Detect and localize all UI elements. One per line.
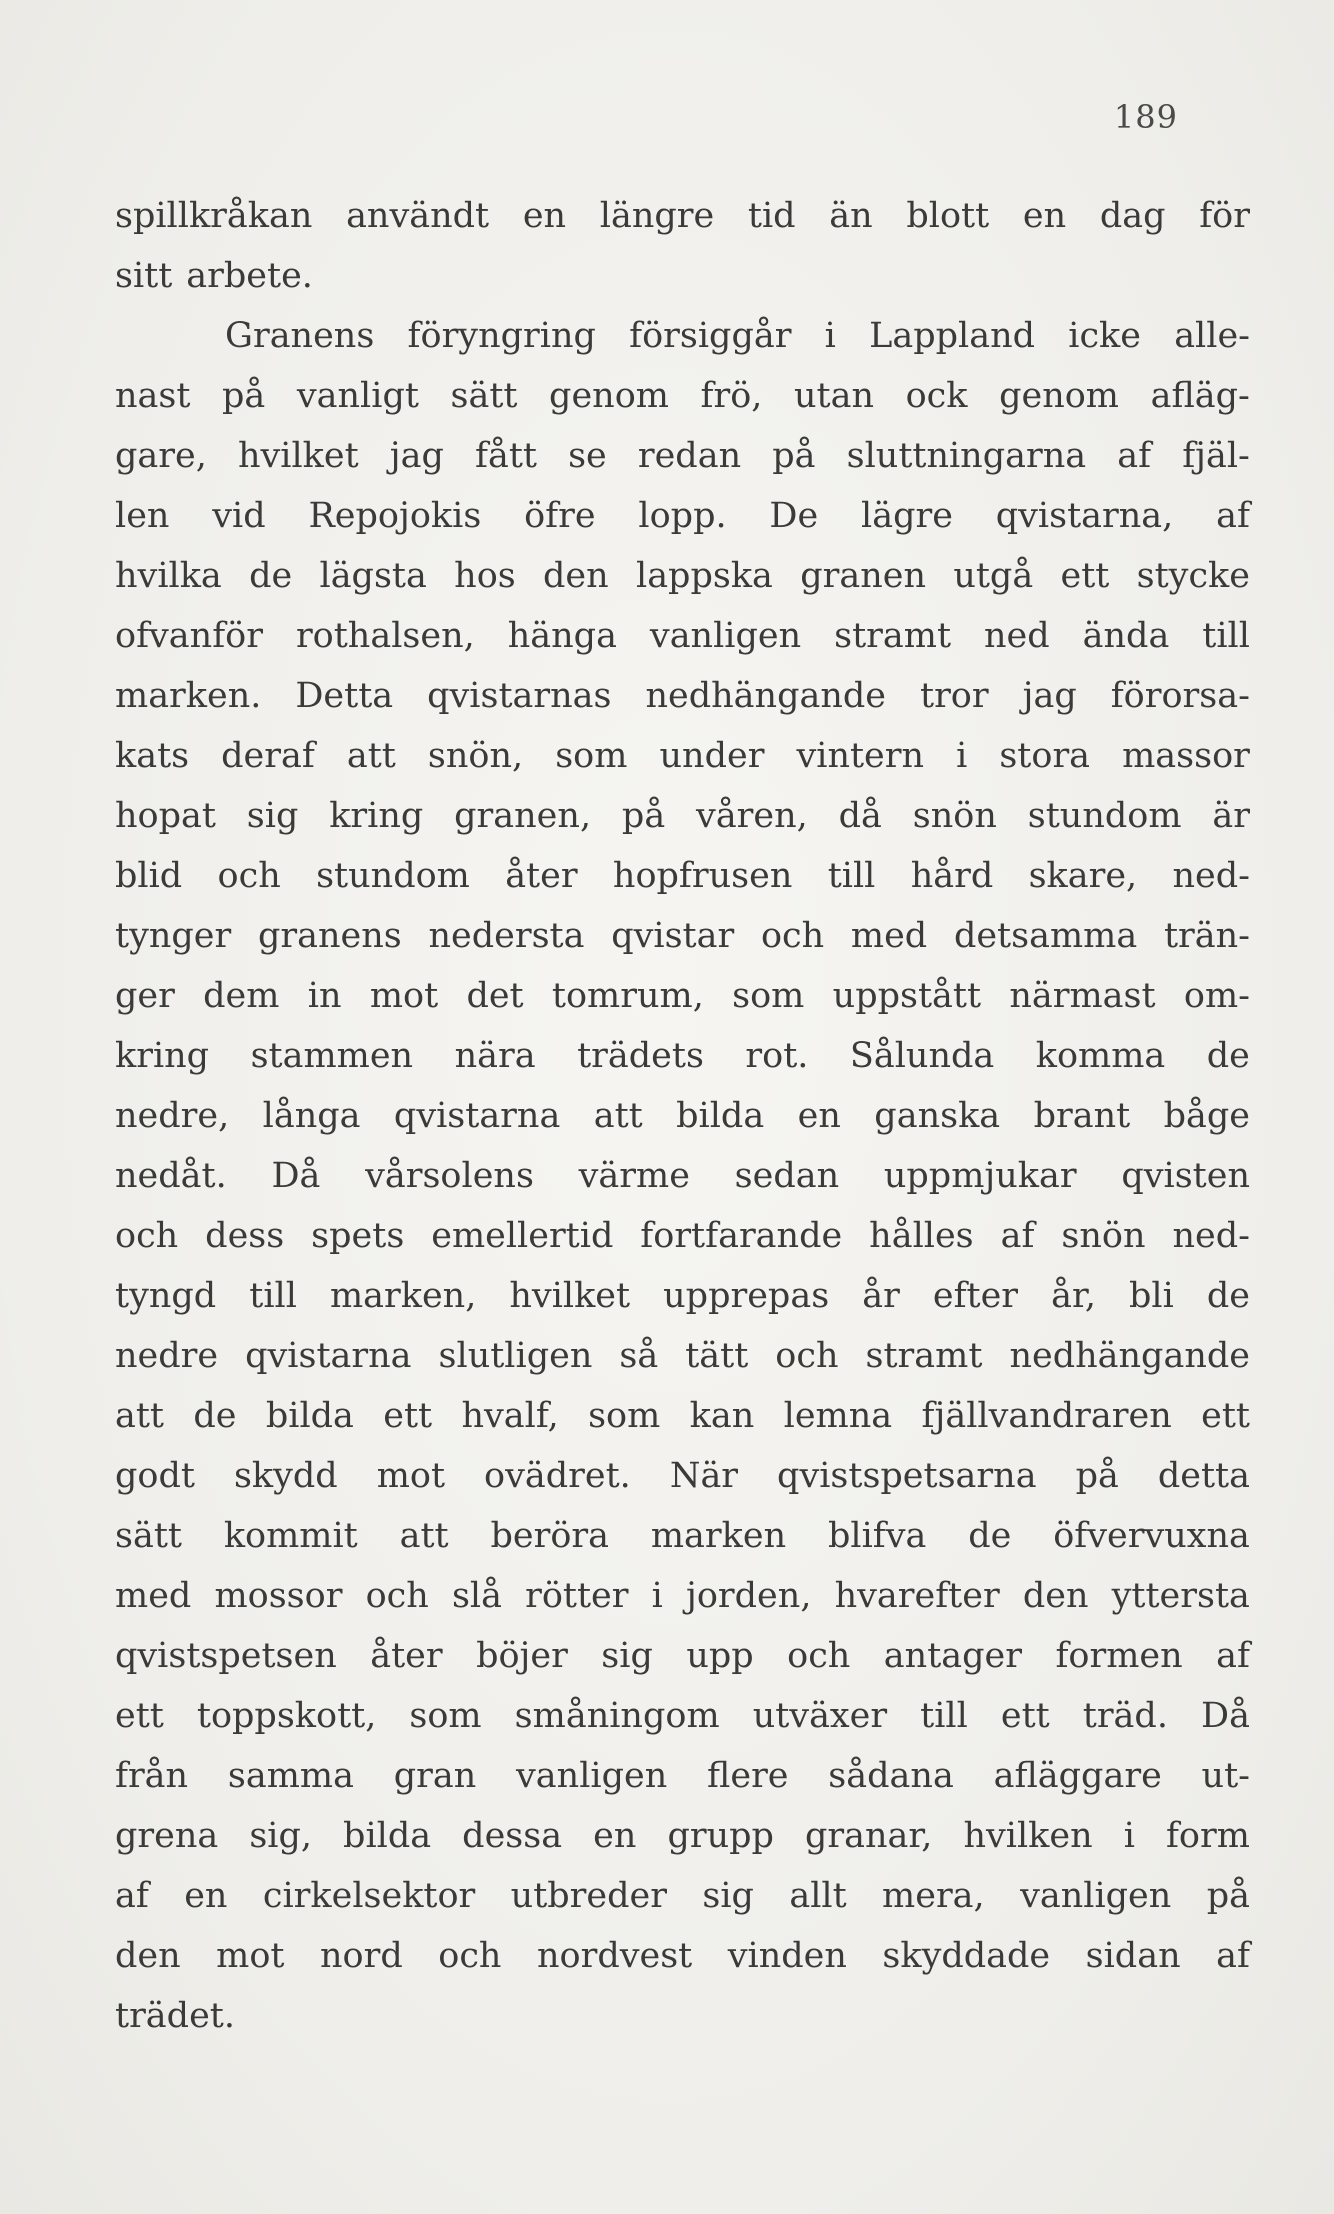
text-line: spillkråkan användt en längre tid än blott en dag för	[115, 196, 1250, 236]
text-line: nedåt. Då vårsolens värme sedan uppmjukar qvisten	[115, 1156, 1250, 1196]
text-line: godt skydd mot ovädret. När qvistspetsarna på detta	[115, 1456, 1250, 1496]
page-number: 189	[1113, 98, 1178, 136]
text-line: kring stammen nära trädets rot. Sålunda komma de	[115, 1036, 1250, 1076]
text-line: tynger granens nedersta qvistar och med detsamma trän-	[115, 916, 1250, 956]
text-line: nast på vanligt sätt genom frö, utan ock genom afläg-	[115, 376, 1250, 416]
text-line: blid och stundom åter hopfrusen till hård skare, ned-	[115, 856, 1250, 896]
text-line: kats deraf att snön, som under vintern i stora massor	[115, 736, 1250, 776]
text-line: qvistspetsen åter böjer sig upp och antager formen af	[115, 1636, 1250, 1676]
text-line: och dess spets emellertid fortfarande hålles af snön ned-	[115, 1216, 1250, 1256]
text-line: grena sig, bilda dessa en grupp granar, hvilken i form	[115, 1816, 1250, 1856]
text-line: gare, hvilket jag fått se redan på sluttningarna af fjäl-	[115, 436, 1250, 476]
text-line: från samma gran vanligen flere sådana afläggare ut-	[115, 1756, 1250, 1796]
text-line: trädet.	[115, 1996, 235, 2036]
text-line: len vid Repojokis öfre lopp. De lägre qvistarna, af	[115, 496, 1250, 536]
text-line: nedre, långa qvistarna att bilda en ganska brant båge	[115, 1096, 1250, 1136]
body-text	[115, 186, 1250, 2046]
text-line: ett toppskott, som småningom utväxer till ett träd. Då	[115, 1696, 1250, 1736]
text-line: marken. Detta qvistarnas nedhängande tror jag förorsa-	[115, 676, 1250, 716]
text-line: nedre qvistarna slutligen så tätt och stramt nedhängande	[115, 1336, 1250, 1376]
text-line: sitt arbete.	[115, 256, 313, 296]
text-line: tyngd till marken, hvilket upprepas år efter år, bli de	[115, 1276, 1250, 1316]
text-line: ger dem in mot det tomrum, som uppstått närmast om-	[115, 976, 1250, 1016]
text-line: att de bilda ett hvalf, som kan lemna fjällvandraren ett	[115, 1396, 1250, 1436]
text-line: sätt kommit att beröra marken blifva de öfvervuxna	[115, 1516, 1250, 1556]
text-line: med mossor och slå rötter i jorden, hvarefter den yttersta	[115, 1576, 1250, 1616]
text-line: af en cirkelsektor utbreder sig allt mera, vanligen på	[115, 1876, 1250, 1916]
text-line: Granens föryngring försiggår i Lappland icke alle-	[225, 316, 1250, 356]
text-line: den mot nord och nordvest vinden skyddade sidan af	[115, 1936, 1250, 1976]
text-line: hvilka de lägsta hos den lappska granen utgå ett stycke	[115, 556, 1250, 596]
text-line: hopat sig kring granen, på våren, då snön stundom är	[115, 796, 1250, 836]
text-line: ofvanför rothalsen, hänga vanligen stramt ned ända till	[115, 616, 1250, 656]
